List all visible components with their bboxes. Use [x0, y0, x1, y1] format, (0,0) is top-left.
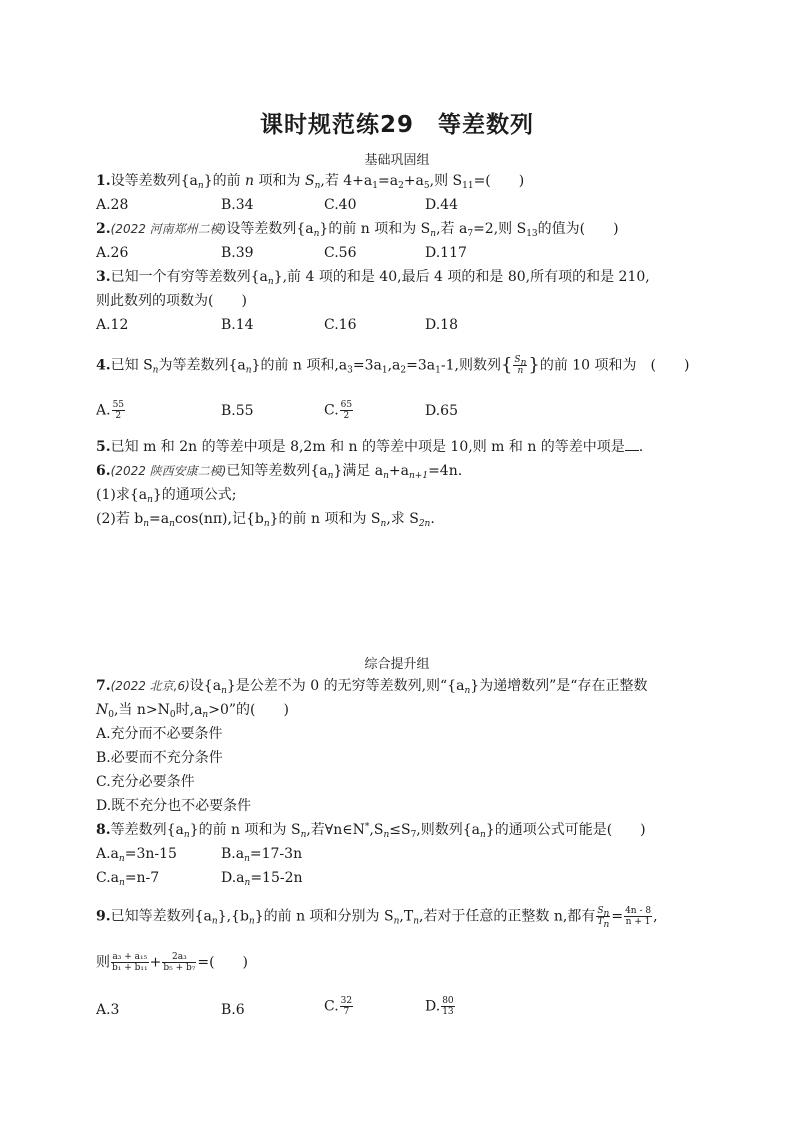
- q7-option-c: C.充分必要条件: [96, 774, 195, 790]
- q3-option-b: B.14: [221, 317, 254, 333]
- q7-option-d: D.既不充分也不必要条件: [96, 798, 252, 814]
- q3-option-a: A.12: [96, 317, 129, 333]
- question-4: 4.已知 $S_n$为等差数列$\{a_n\}$的前 n 项和$,a_3=3a_1,a_2=3a_1-1$,则数列{ $\frac{S_n}{n}$ }的前 10 项和为 ( ): [96, 354, 690, 376]
- q7-option-b: B.必要而不充分条件: [96, 750, 223, 766]
- q9-option-b: B.6: [221, 1002, 245, 1018]
- question-6: 6.(2022 陕西安康二模)已知等差数列$\{a_n\}$满足 $a_n+a_{n+1}=4n$.: [96, 463, 463, 481]
- q4-option-a: A. $\frac{55}{2}$: [96, 400, 125, 421]
- question-7: 7.(2022 北京,6)设$\{a_n\}$是公差不为 0 的无穷等差数列,则“$\{a_n\}$为递增数列”是“存在正整数: [96, 678, 648, 696]
- q1-option-c: C.40: [324, 197, 357, 213]
- q2-option-c: C.56: [324, 245, 357, 261]
- question-3: 3.已知一个有穷等差数列$\{a_n\}$,前 4 项的和是 40,最后 4 项的和是 80,所有项的和是 210,: [96, 269, 650, 287]
- question-7-line2: $N_0$,当 $n>N_0$时$,a_n>0$”的( ): [96, 702, 289, 720]
- q2-option-a: A.26: [96, 245, 129, 261]
- q3-option-c: C.16: [324, 317, 357, 333]
- q9-option-d: D. $\frac{80}{13}$: [425, 996, 454, 1017]
- q7-option-a: A.充分而不必要条件: [96, 726, 223, 742]
- answer-blank[interactable]: [625, 438, 639, 451]
- q1-option-b: B.34: [221, 197, 254, 213]
- page-title: 课时规范练29 等差数列: [259, 112, 534, 138]
- question-1: 1.设等差数列$\{a_n\}$的前 n 项和为 $S_n$,若 $4+a_1=a_2+a_5$,则 $S_{11}=$( ): [96, 173, 525, 191]
- question-6-part2: (2)若 $b_n=a_n\cos(n\pi)$,记$\{b_n\}$的前 n 项和为 $S_n$,求 $S_{2n}$.: [96, 511, 435, 529]
- q9-option-c: C. $\frac{32}{7}$: [324, 996, 353, 1017]
- q8-option-a: $A.a_n=3n-15$: [96, 846, 177, 864]
- section-advanced: 综合提升组: [364, 657, 430, 672]
- question-8: 8.等差数列$\{a_n\}$的前 n 项和为 $S_n$,若$\forall n\in N^*,S_n\le S_7$,则数列$\{a_n\}$的通项公式可能是( ): [96, 822, 646, 840]
- q2-option-b: B.39: [221, 245, 254, 261]
- q4-option-d: D.65: [425, 403, 458, 419]
- q4-option-b: B.55: [221, 403, 254, 419]
- q2-option-d: D.117: [425, 245, 467, 261]
- question-9: 9.已知等差数列$\{a_n\},\{b_n\}$的前 n 项和分别为 $S_n,T_n$,若对于任意的正整数 n,都有 $\frac{S_n}{T_n}$ = $\frac{4n - 8}{n + 1}$ ,: [96, 906, 658, 930]
- q4-option-c: C. $\frac{65}{2}$: [324, 400, 353, 421]
- question-3-line2: 则此数列的项数为( ): [96, 293, 247, 309]
- question-6-part1: (1)求$\{a_n\}$的通项公式;: [96, 487, 237, 505]
- q3-option-d: D.18: [425, 317, 458, 333]
- section-basic: 基础巩固组: [364, 153, 430, 168]
- question-5: 5.已知 m 和 2n 的等差中项是 8,2m 和 n 的等差中项是 10,则 m 和 n 的等差中项是 .: [96, 439, 644, 455]
- question-2: 2.(2022 河南郑州二模)设等差数列$\{a_n\}$的前 n 项和为 $S_n$,若 $a_7=2$,则 $S_{13}$的值为( ): [96, 221, 619, 239]
- q1-option-d: D.44: [425, 197, 458, 213]
- question-9-line2: 则 $\frac{\text{a₃ + a₁₅}}{\text{b₁ + b₁₁}}$ + $\frac{\text{2a₃}}{\text{b₅ + b₇}}$ =( ): [96, 952, 249, 973]
- q8-option-c: $C.a_n=n-7$: [96, 870, 160, 888]
- q8-option-b: $B.a_n=17-3n$: [221, 846, 303, 864]
- q8-option-d: $D.a_n=15-2n$: [221, 870, 303, 888]
- q1-option-a: A.28: [96, 197, 129, 213]
- q9-option-a: A.3: [96, 1002, 120, 1018]
